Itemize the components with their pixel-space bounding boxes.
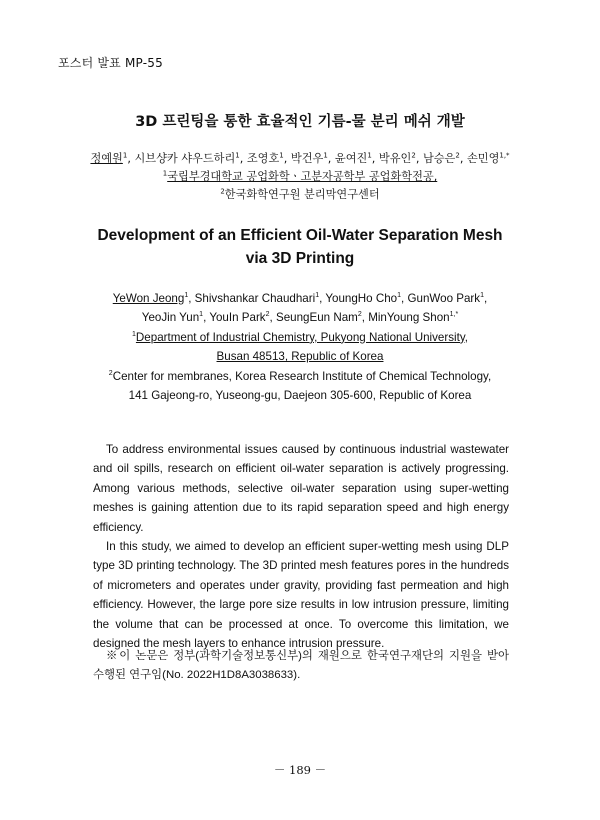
- author-en: YouIn Park: [209, 311, 266, 325]
- acknowledgment-text: ※이 논문은 정부(과학기술정보통신부)의 재원으로 한국연구재단의 지원을 받아 수행된 연구임(No. 2022H1D8A3038633).: [93, 650, 509, 682]
- session-label: 포스터 발표 MP-55: [58, 56, 163, 70]
- english-affiliation-2-line-1: $^2$Center for membranes, Korea Research Institute of Chemical Technology,: [108, 369, 492, 383]
- presenting-author-en: YeWon Jeong: [112, 292, 185, 305]
- author-en: Shivshankar Chaudhari: [194, 292, 316, 305]
- english-title: [40, 224, 560, 270]
- abstract-paragraph-2: In this study, we aimed to develop an efficient super-wetting mesh using DLP type 3D printing technology. The 3D printed mesh features pores in the hundreds of micrometers and operates under gravity, providing fast permeation and high efficiency. However, the large pore size results in low intrusion pressure, limiting the volume that can be processed at once. To overcome this limitation, we designed the mesh layers to enhance intrusion pressure.: [93, 540, 509, 651]
- english-authors-block: [60, 289, 540, 405]
- author-en: GunWoo Park: [407, 292, 481, 305]
- english-affiliation-2-line-2: 141 Gajeong-ro, Yuseong-gu, Daejeon 305-600, Republic of Korea: [128, 389, 472, 403]
- author-ko: 윤여진: [334, 152, 368, 165]
- author-en: MinYoung Shon: [368, 311, 450, 325]
- author-ko: 박유인: [378, 152, 412, 165]
- english-affiliation-1-line-2: Busan 48513, Republic of Korea: [216, 350, 384, 364]
- korean-affiliation-1: $^1$국립부경대학교 공업화학ㆍ고분자공학부 공업화학전공,: [162, 169, 438, 183]
- author-en: SeungEun Nam: [275, 311, 358, 325]
- english-author-line-2: YeoJin Yun$^1$, YouIn Park$^2$, SeungEun Nam$^2$, MinYoung Shon$^{1,*}$: [141, 311, 459, 325]
- english-title-line-2: via 3D Printing: [245, 250, 355, 267]
- author-ko: 남승은: [422, 152, 456, 165]
- author-en: YeoJin Yun: [141, 311, 200, 325]
- author-ko: 손민영: [466, 152, 500, 165]
- korean-author-list: 정예원$^1$, 시브샹카 샤우드하리$^1$, 조영호$^1$, 박건우$^1$, 윤여진$^1$, 박유인$^2$, 남승은$^2$, 손민영$^{1,*}$: [90, 151, 510, 165]
- author-ko: 조영호: [246, 152, 280, 165]
- acknowledgment: [93, 647, 509, 686]
- page-number: － 189 －: [273, 763, 327, 777]
- abstract-paragraph-1: To address environmental issues caused by continuous industrial wastewater and oil spills, research on efficient oil-water separation is actively progressing. Among various methods, selective oil-water separation using super-wetting meshes is gaining attention due to its rapid separation speed and high energy efficiency.: [93, 443, 509, 534]
- english-author-line-1: YeWon Jeong$^1$, Shivshankar Chaudhari$^1$, YoungHo Cho$^1$, GunWoo Park$^1$,: [112, 292, 488, 305]
- author-ko: 박건우: [290, 152, 324, 165]
- english-title-line-1: Development of an Efficient Oil-Water Separation Mesh: [97, 227, 503, 244]
- korean-title: 3D 프린팅을 통한 효율적인 기름-물 분리 메쉬 개발: [135, 114, 465, 130]
- korean-affiliation-2: $^2$한국화학연구원 분리막연구센터: [220, 187, 380, 201]
- abstract-body: [93, 440, 509, 653]
- presenting-author-ko: 정예원: [90, 152, 123, 165]
- korean-authors-block: [60, 150, 540, 204]
- english-affiliation-1-line-1: $^1$Department of Industrial Chemistry, Pukyong National University,: [132, 330, 468, 344]
- author-ko: 시브샹카 샤우드하리: [134, 152, 236, 165]
- author-en: YoungHo Cho: [325, 292, 398, 305]
